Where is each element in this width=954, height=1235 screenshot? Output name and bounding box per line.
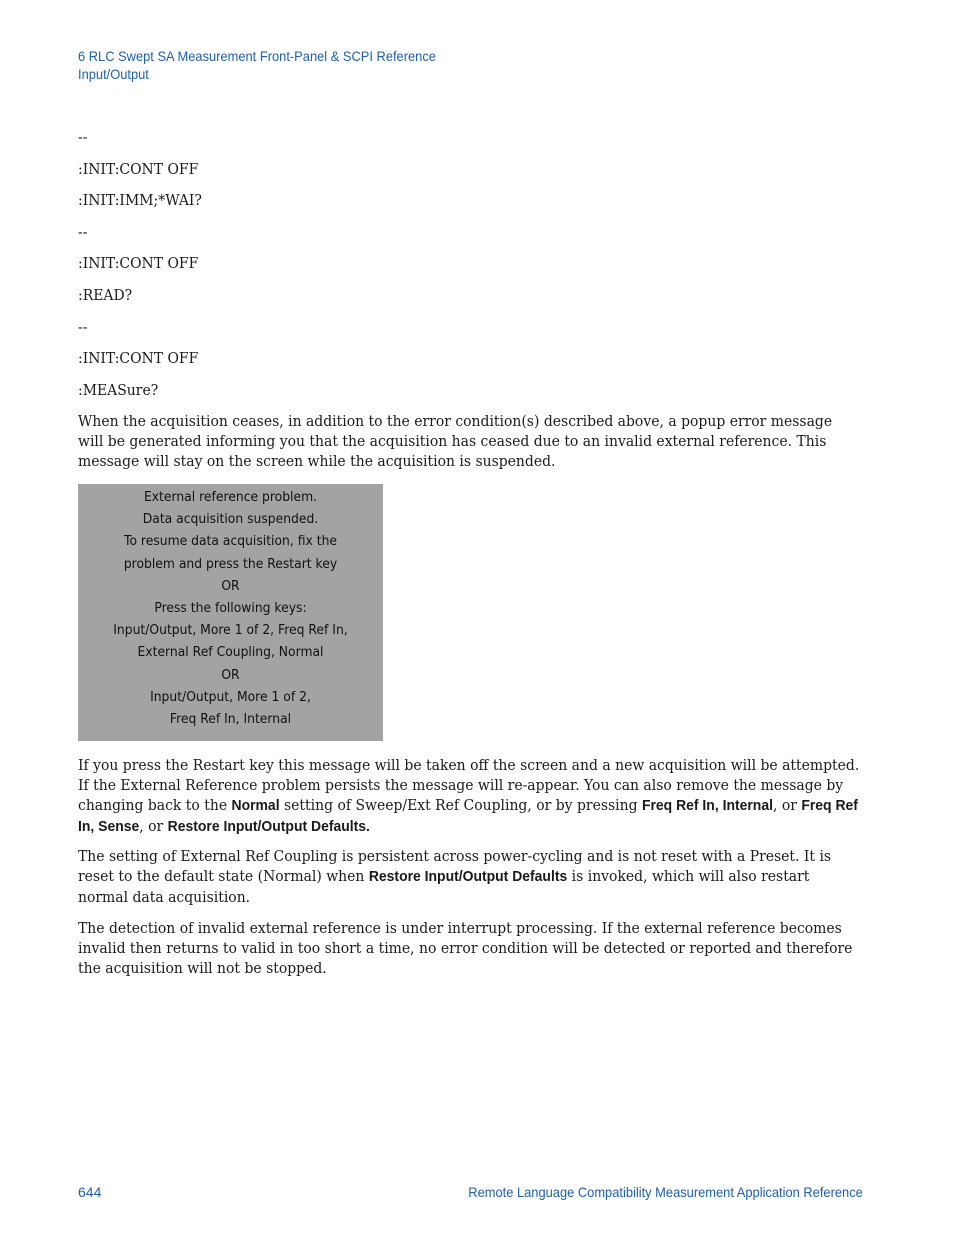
key-freq-ref-sense: Freq Ref In, Sense	[78, 797, 858, 835]
paragraph-persistence	[78, 846, 861, 907]
error-popup-image	[78, 484, 383, 741]
key-restore-defaults: Restore Input/Output Defaults.	[167, 818, 370, 835]
code-line: :INIT:CONT OFF	[78, 349, 199, 367]
popup-line: OR	[221, 578, 240, 594]
popup-line: External Ref Coupling, Normal	[137, 645, 324, 661]
code-line: :INIT:CONT OFF	[78, 254, 199, 272]
code-line: :INIT:CONT OFF	[78, 160, 199, 178]
code-line: :INIT:IMM;*WAI?	[78, 191, 202, 209]
popup-line: Input/Output, More 1 of 2,	[150, 689, 311, 705]
text-run: is invoked, which will also restart normal data acquisition.	[78, 867, 810, 906]
code-line: --	[78, 128, 88, 146]
popup-line: To resume data acquisition, fix the	[123, 534, 338, 550]
popup-line: Input/Output, More 1 of 2, Freq Ref In,	[113, 623, 348, 639]
section-title: Input/Output	[78, 66, 149, 82]
code-line: :MEASure?	[78, 381, 159, 399]
page-number: 644	[78, 1184, 102, 1200]
key-restore-defaults: Restore Input/Output Defaults	[368, 868, 568, 885]
paragraph-interrupt-detection: The detection of invalid external reference is under interrupt processing. If the external reference becomes invalid then returns to valid in too short a time, no error condition will be detected or reported and therefore the acquisition will not be stopped.	[78, 919, 853, 977]
paragraph-restart	[78, 755, 861, 837]
key-freq-ref-internal: Freq Ref In, Internal	[641, 797, 773, 814]
popup-line: problem and press the Restart key	[123, 556, 338, 572]
book-title: Remote Language Compatibility Measurement Application Reference	[468, 1184, 863, 1200]
popup-line: Freq Ref In, Internal	[169, 712, 292, 728]
text-run: The setting of External Ref Coupling is persistent across power-cycling and is not reset with a Preset. It is reset to the default state (Normal) when	[78, 847, 832, 885]
popup-line: OR	[221, 667, 240, 683]
chapter-title: 6 RLC Swept SA Measurement Front-Panel & SCPI Reference	[78, 48, 436, 64]
running-header	[78, 47, 436, 83]
text-run: setting of Sweep/Ext Ref Coupling, or by pressing	[279, 796, 642, 814]
popup-line: Press the following keys:	[154, 601, 307, 617]
text-run: , or	[139, 817, 168, 835]
code-line: --	[78, 223, 88, 241]
paragraph-acquisition-ceases: When the acquisition ceases, in addition to the error condition(s) described above, a popup error message will be generated informing you that the acquisition has ceased due to an invalid external reference. This message will stay on the screen while the acquisition is suspended.	[78, 412, 833, 470]
text-run: If you press the Restart key this message will be taken off the screen and a new acquisition will be attempted. If the External Reference problem persists the message will re-appear. You can also remove the message by changing back to the	[78, 756, 860, 814]
code-line: --	[78, 318, 88, 336]
key-normal: Normal	[231, 797, 280, 814]
code-line: :READ?	[78, 286, 133, 304]
popup-line: External reference problem.	[143, 490, 318, 505]
text-run: , or	[772, 796, 802, 814]
popup-line: Data acquisition suspended.	[142, 512, 319, 528]
